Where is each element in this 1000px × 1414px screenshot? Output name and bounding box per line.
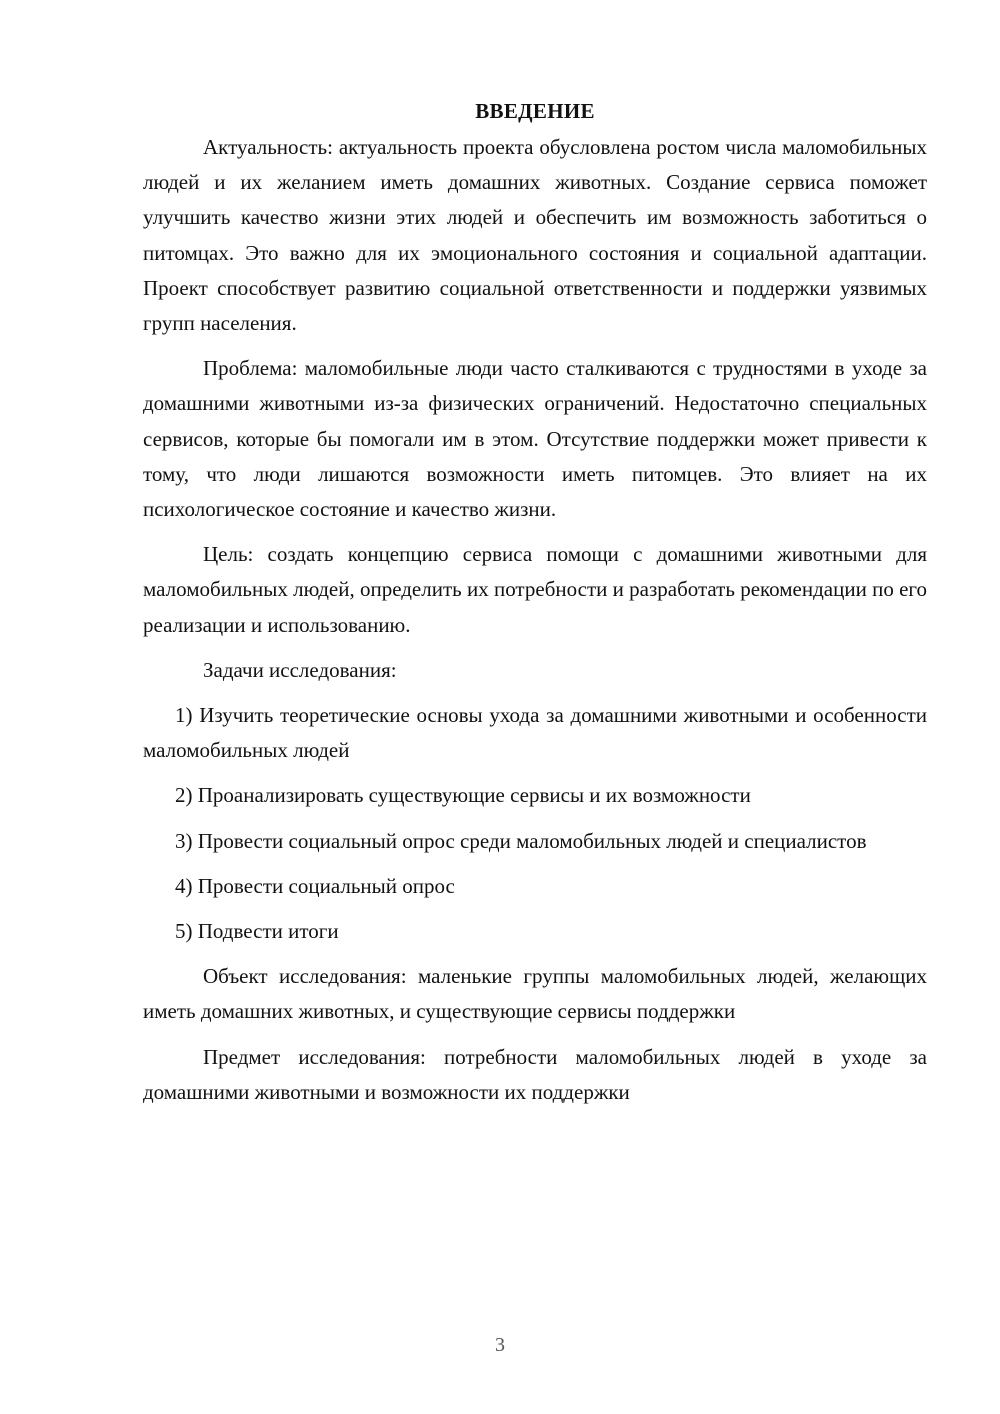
paragraph-problem: Проблема: маломобильные люди часто сталкиваются с трудностями в уходе за домашними животными из-за физических ограничений. Недостаточно специальных сервисов, которые бы помогали им в этом. Отсутствие поддержки может привести к тому, что люди лишаются возможности иметь питомцев. Это влияет на их психологическое состояние и качество жизни. [143,356,927,522]
task-item: 4) Провести социальный опрос [175,873,455,898]
paragraph-object: Объект исследования: маленькие группы маломобильных людей, желающих иметь домашних животных, и существующие сервисы поддержки [143,964,927,1024]
paragraph-goal: Цель: создать концепцию сервиса помощи с домашними животными для маломобильных людей, определить их потребности и разработать рекомендации по его реализации и использованию. [143,542,927,637]
paragraph-subject: Предмет исследования: потребности маломобильных людей в уходе за домашними животными и возможности их поддержки [143,1044,927,1104]
tasks-heading: Задачи исследования: [203,657,397,682]
page-number: 3 [495,1334,505,1356]
paragraph-relevance: Актуальность: актуальность проекта обусловлена ростом числа маломобильных людей и их желанием иметь домашних животных. Создание сервиса поможет улучшить качество жизни этих людей и обеспечить им возможность заботиться о питомцах. Это важно для их эмоционального состояния и социальной адаптации. Проект способствует развитию социальной ответственности и поддержки уязвимых групп населения. [143,135,927,336]
document-body [143,96,927,1120]
task-item: 5) Подвести итоги [175,919,339,944]
task-item: 2) Проанализировать существующие сервисы и их возможности [175,783,751,808]
task-item: 1) Изучить теоретические основы ухода за домашними животными и особенности маломобильных людей [143,703,927,763]
task-item: 3) Провести социальный опрос среди маломобильных людей и специалистов [175,828,867,853]
section-title: ВВЕДЕНИЕ [475,99,595,123]
